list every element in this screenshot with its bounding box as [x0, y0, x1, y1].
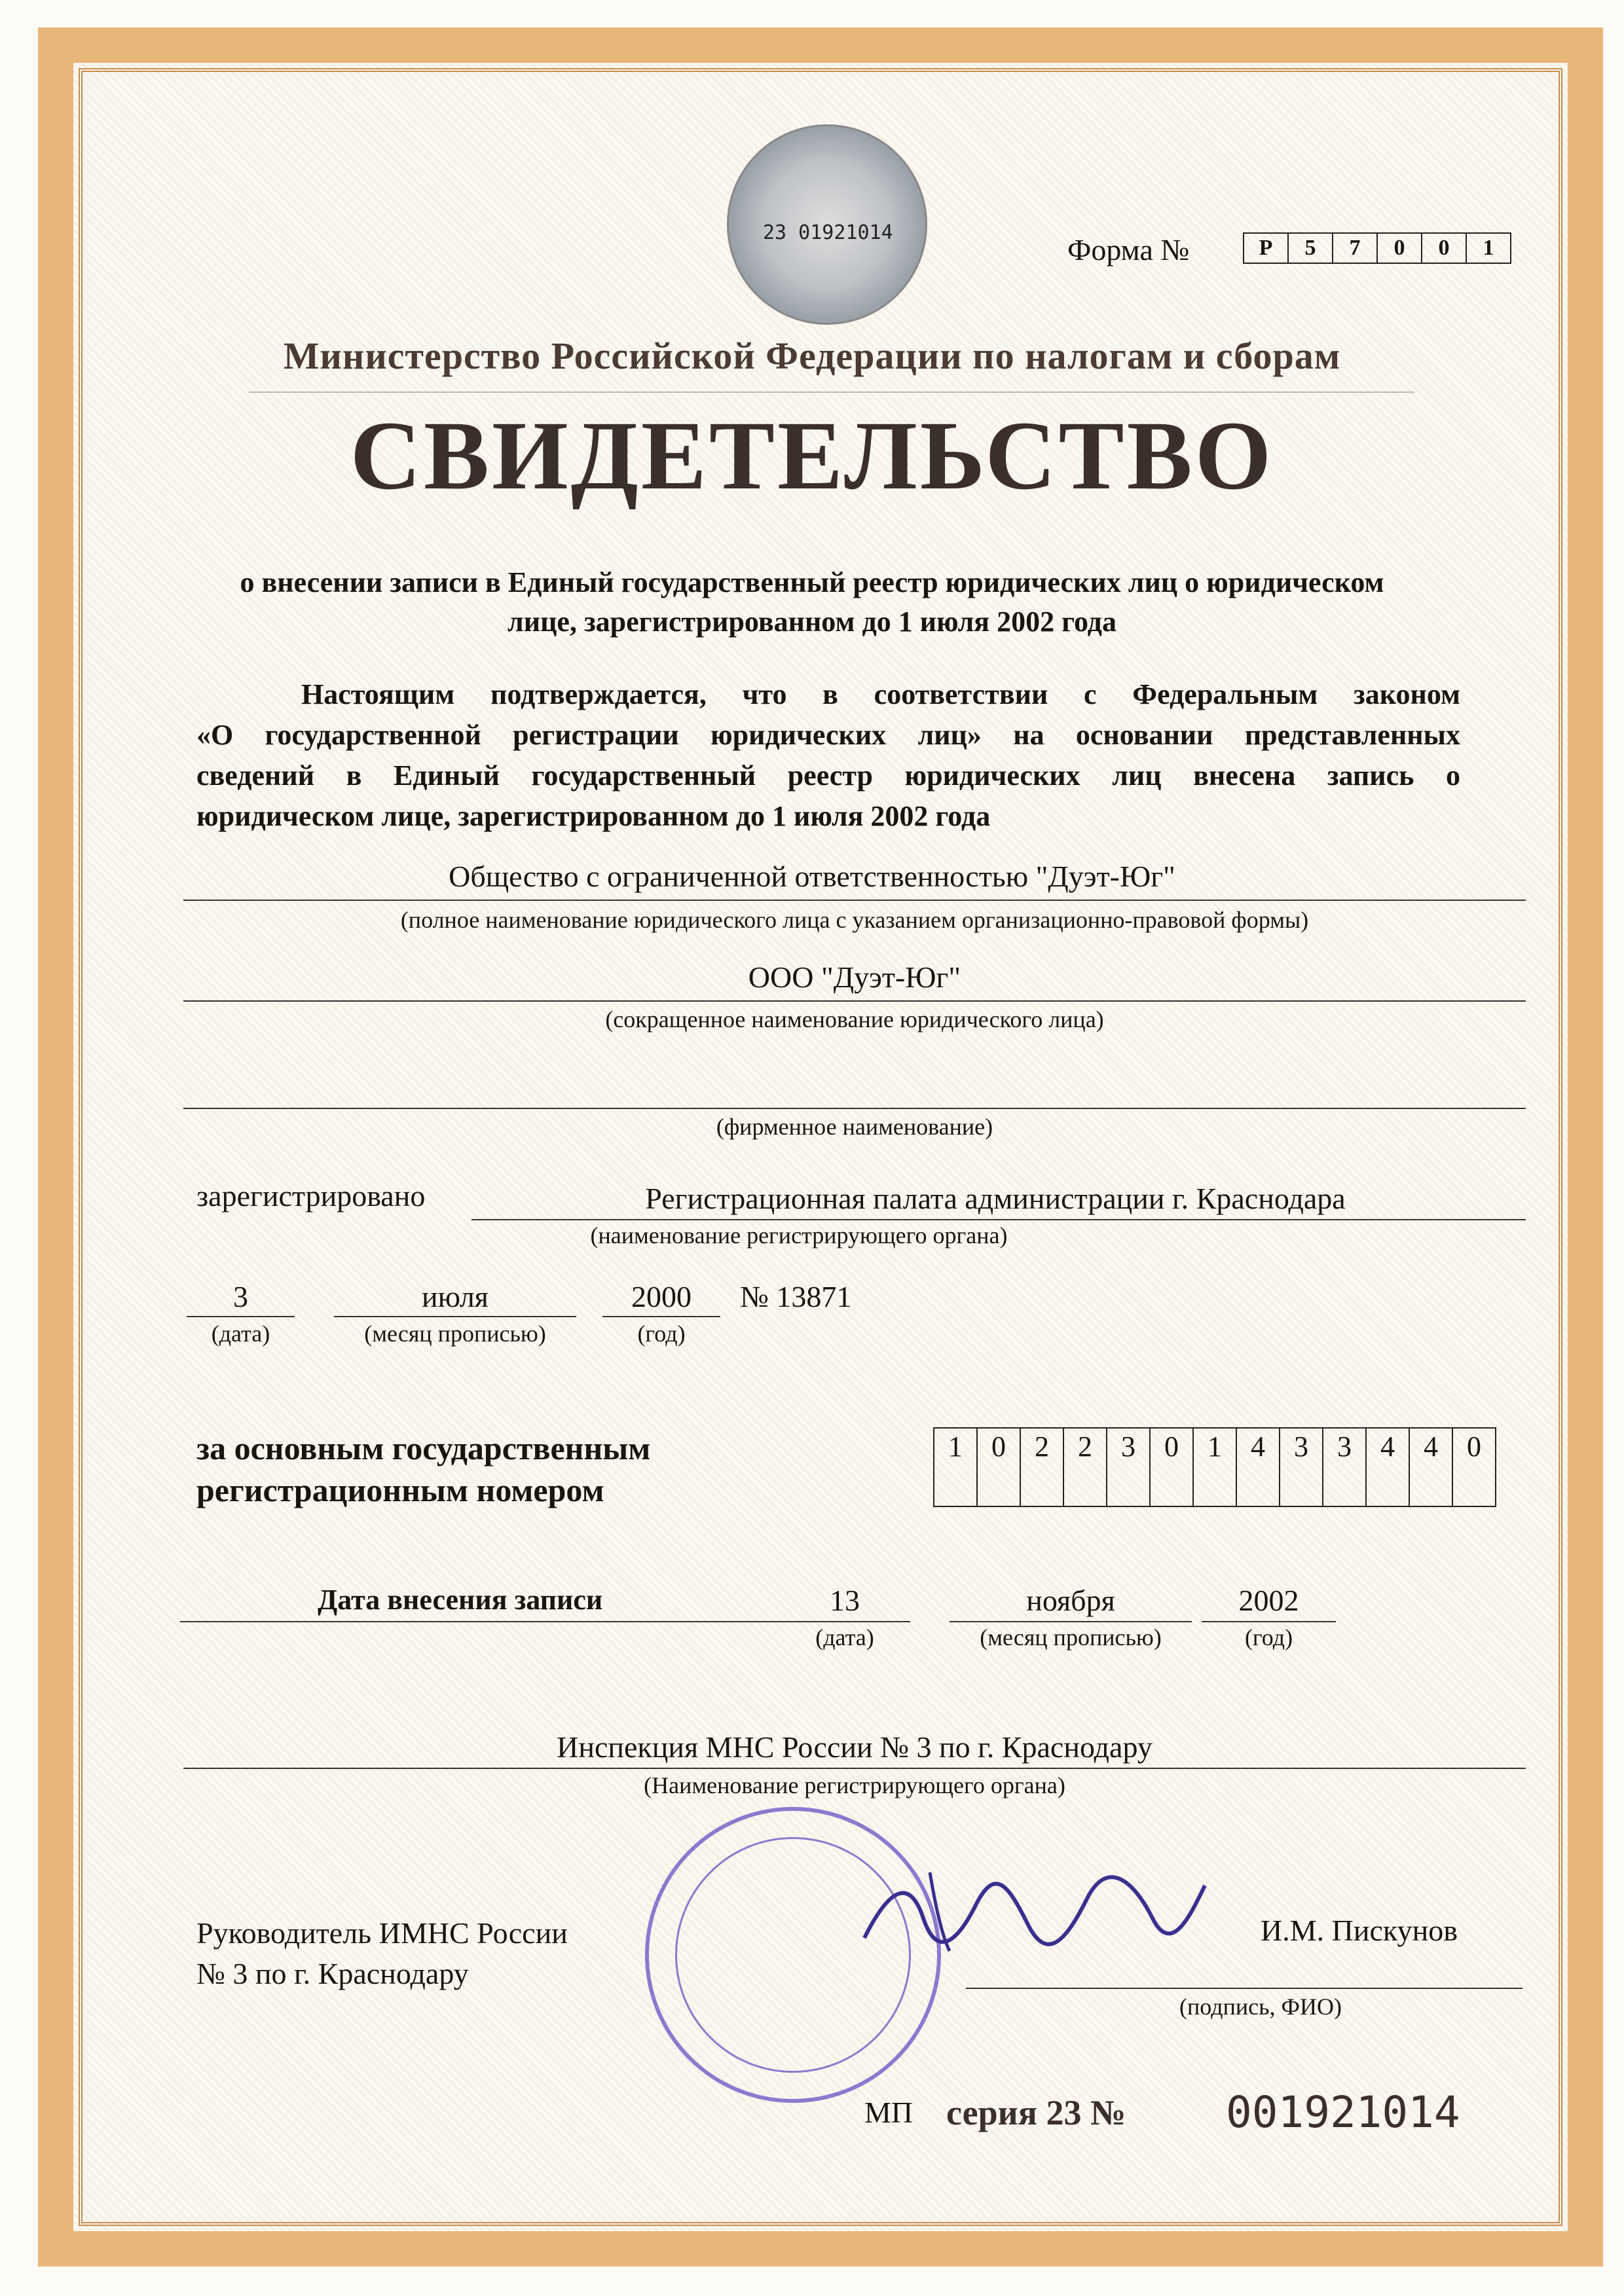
registered-value: Регистрационная палата администрации г. Краснодара	[645, 1182, 1346, 1215]
form-digit: 5	[1289, 232, 1333, 264]
ministry-heading: Министерство Российской Федерации по налогам и сборам	[283, 335, 1341, 377]
ogrn-digit: 0	[1453, 1427, 1496, 1507]
form-digit: 7	[1333, 232, 1378, 264]
form-digit: 1	[1467, 232, 1511, 264]
registered-line	[471, 1219, 1526, 1220]
signature	[851, 1859, 1218, 1964]
entry-year-caption: (год)	[1244, 1624, 1293, 1650]
series-label: серия 23 №	[946, 2093, 1126, 2132]
ogrn-digit: 4	[1237, 1427, 1280, 1507]
form-digit: 0	[1422, 232, 1467, 264]
head-title-line: № 3 по г. Краснодару	[196, 1957, 469, 1990]
reg-day: 3	[233, 1280, 248, 1313]
entry-day-caption: (дата)	[815, 1624, 874, 1650]
mp-label: МП	[864, 2096, 913, 2129]
form-digit: Р	[1243, 232, 1289, 264]
inspection-line	[183, 1768, 1526, 1769]
firm-name-caption: (фирменное наименование)	[716, 1114, 993, 1140]
reg-year: 2000	[631, 1280, 692, 1313]
entry-date-line	[180, 1621, 910, 1622]
reg-month: июля	[422, 1280, 489, 1313]
body-line: сведений в Единый государственный реестр юридических лиц внесена запись о	[196, 759, 1460, 792]
entry-year-line	[1202, 1621, 1336, 1622]
ogrn-label	[196, 1427, 650, 1511]
reg-month-caption: (месяц прописью)	[364, 1321, 546, 1347]
body-text	[196, 674, 1460, 837]
reg-year-line	[602, 1316, 720, 1317]
ogrn-digit: 3	[1280, 1427, 1323, 1507]
reg-number: № 13871	[740, 1280, 852, 1313]
ogrn-digit: 3	[1107, 1427, 1151, 1507]
short-name-value: ООО "Дуэт-Юг"	[748, 960, 961, 994]
inspection-value: Инспекция МНС России № 3 по г. Краснодару	[557, 1730, 1153, 1764]
document-title: СВИДЕТЕЛЬСТВО	[350, 401, 1274, 510]
ogrn-digit: 0	[1151, 1427, 1194, 1507]
inspection-caption: (Наименование регистрирующего органа)	[644, 1772, 1065, 1798]
signature-caption: (подпись, ФИО)	[1179, 1994, 1342, 2020]
ogrn-digit: 0	[978, 1427, 1021, 1507]
entry-month-line	[950, 1621, 1192, 1622]
entry-date-label: Дата внесения записи	[318, 1584, 603, 1616]
entry-month: ноября	[1026, 1584, 1115, 1617]
ogrn-digit: 4	[1410, 1427, 1453, 1507]
ogrn-digit: 3	[1323, 1427, 1367, 1507]
ogrn-boxes	[933, 1427, 1496, 1507]
head-title-line: Руководитель ИМНС России	[196, 1916, 568, 1950]
full-name-caption: (полное наименование юридического лица с указанием организационно-правовой формы)	[400, 907, 1309, 933]
head-name: И.М. Пискунов	[1261, 1914, 1458, 1947]
series-number: 001921014	[1226, 2087, 1460, 2138]
form-number-boxes	[1243, 232, 1511, 264]
entry-month-caption: (месяц прописью)	[980, 1624, 1162, 1650]
full-name-value: Общество с ограниченной ответственностью "Дуэт-Юг"	[449, 860, 1175, 893]
short-name-caption: (сокращенное наименование юридического лица)	[605, 1006, 1104, 1032]
subtitle	[157, 563, 1467, 642]
head-title	[196, 1913, 568, 1994]
ogrn-digit: 1	[933, 1427, 978, 1507]
subtitle-line: о внесении записи в Единый государственный реестр юридических лиц о юридическом	[240, 566, 1384, 598]
ogrn-digit: 4	[1367, 1427, 1410, 1507]
reg-year-caption: (год)	[637, 1321, 686, 1347]
reg-month-line	[334, 1316, 576, 1317]
full-name-line	[183, 900, 1526, 901]
ogrn-digit: 2	[1064, 1427, 1107, 1507]
form-label: Форма №	[1067, 233, 1190, 266]
reg-day-caption: (дата)	[211, 1321, 270, 1347]
registered-label: зарегистрировано	[196, 1179, 426, 1212]
ogrn-label-line: за основным государственным	[196, 1430, 651, 1467]
ogrn-label-line: регистрационным номером	[196, 1472, 604, 1508]
registered-caption: (наименование регистрирующего органа)	[590, 1222, 1008, 1248]
entry-day: 13	[830, 1584, 860, 1617]
entry-year: 2002	[1238, 1584, 1299, 1617]
ogrn-digit: 2	[1021, 1427, 1064, 1507]
body-line: юридическом лице, зарегистрированном до 1 июля 2002 года	[196, 800, 991, 832]
heading-rule	[249, 392, 1414, 393]
reg-day-line	[187, 1316, 295, 1317]
firm-name-line	[183, 1108, 1526, 1109]
form-digit: 0	[1378, 232, 1422, 264]
ogrn-digit: 1	[1194, 1427, 1237, 1507]
signature-line	[966, 1988, 1522, 1989]
short-name-line	[183, 1000, 1526, 1002]
subtitle-line: лице, зарегистрированном до 1 июля 2002 года	[507, 606, 1116, 638]
hologram-number: 23 01921014	[763, 221, 893, 244]
body-line: «О государственной регистрации юридических лиц» на основании представленных	[196, 719, 1460, 751]
body-line: Настоящим подтверждается, что в соответствии с Федеральным законом	[301, 678, 1460, 710]
